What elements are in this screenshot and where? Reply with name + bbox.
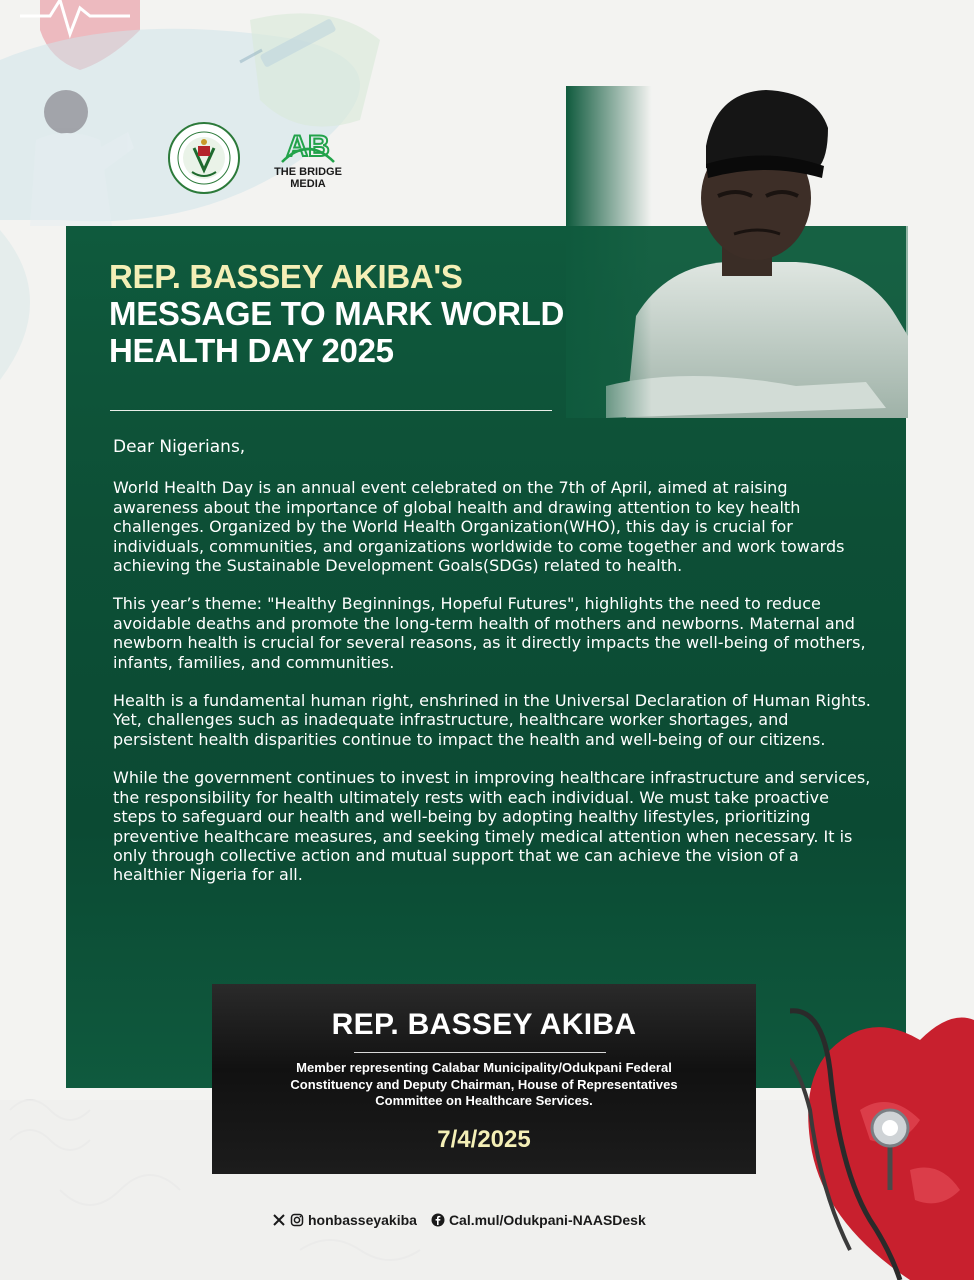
- social-handle-group[interactable]: [272, 1212, 417, 1228]
- paragraph-2: This year’s theme: "Healthy Beginnings, Hopeful Futures", highlights the need to reduce avoidable deaths and promote the long-term health of mothers and newborns. Maternal and newborn health is crucial for several reasons, as it directly impacts the well-being of mothers, infants, families, and communities.: [113, 594, 866, 672]
- greeting: Dear Nigerians,: [113, 437, 246, 457]
- headline-divider: [110, 410, 552, 411]
- message-date: 7/4/2025: [437, 1126, 531, 1153]
- signature-divider: [354, 1052, 606, 1053]
- headline: [109, 258, 579, 369]
- facebook-group[interactable]: [431, 1212, 646, 1228]
- x-icon: [272, 1213, 286, 1227]
- svg-text:AB: AB: [286, 130, 330, 163]
- signature-name: REP. BASSEY AKIBA: [331, 1008, 637, 1041]
- heart-stethoscope-icon: [790, 990, 974, 1280]
- house-of-representatives-seal: [168, 122, 240, 194]
- paragraph-4: While the government continues to invest in improving healthcare infrastructure and services, the responsibility for health ultimately rests with each individual. We must take proactive steps to safeguard our health and well-being by adopting healthy lifestyles, prioritizing preventive healthcare measures, and seeking timely medical attention when necessary. It is only through collective action and mutual support that we can achieve the vision of a healthier Nigeria for all.: [113, 768, 871, 885]
- bridge-logo-icon: [278, 126, 338, 166]
- signature-block: [212, 984, 756, 1174]
- media-name: THE BRIDGE MEDIA: [274, 166, 342, 190]
- facebook-page: Cal.mul/Odukpani-NAASDesk: [448, 1212, 646, 1228]
- instagram-icon: [290, 1213, 304, 1227]
- headline-line-1: REP. BASSEY AKIBA'S: [109, 258, 463, 295]
- headline-line-2: MESSAGE TO MARK WORLD HEALTH DAY 2025: [109, 295, 565, 369]
- portrait-photo: [566, 86, 908, 418]
- paragraph-3: Health is a fundamental human right, enshrined in the Universal Declaration of Human Rights. Yet, challenges such as inadequate infrastructure, healthcare worker shortages, and persistent health disparities continue to impact the health and well-being of our citizens.: [113, 691, 871, 749]
- facebook-icon: [431, 1213, 445, 1227]
- social-handle: honbasseyakiba: [308, 1212, 417, 1228]
- letter-body: [113, 438, 873, 904]
- paragraph-1: World Health Day is an annual event celebrated on the 7th of April, aimed at raising awareness about the importance of global health and drawing attention to key health challenges. Organized by the World Health Organization(WHO), this day is crucial for individuals, communities, and organizations worldwide to come together and work towards achieving the Sustainable Development Goals(SDGs) related to health.: [113, 478, 845, 576]
- signature-role: Member representing Calabar Municipality/Odukpani Federal Constituency and Deputy Chairman, House of Representatives Committee on Healthcare Services.: [290, 1060, 678, 1108]
- social-footer: [272, 1208, 646, 1232]
- the-bridge-media-logo: [262, 126, 354, 196]
